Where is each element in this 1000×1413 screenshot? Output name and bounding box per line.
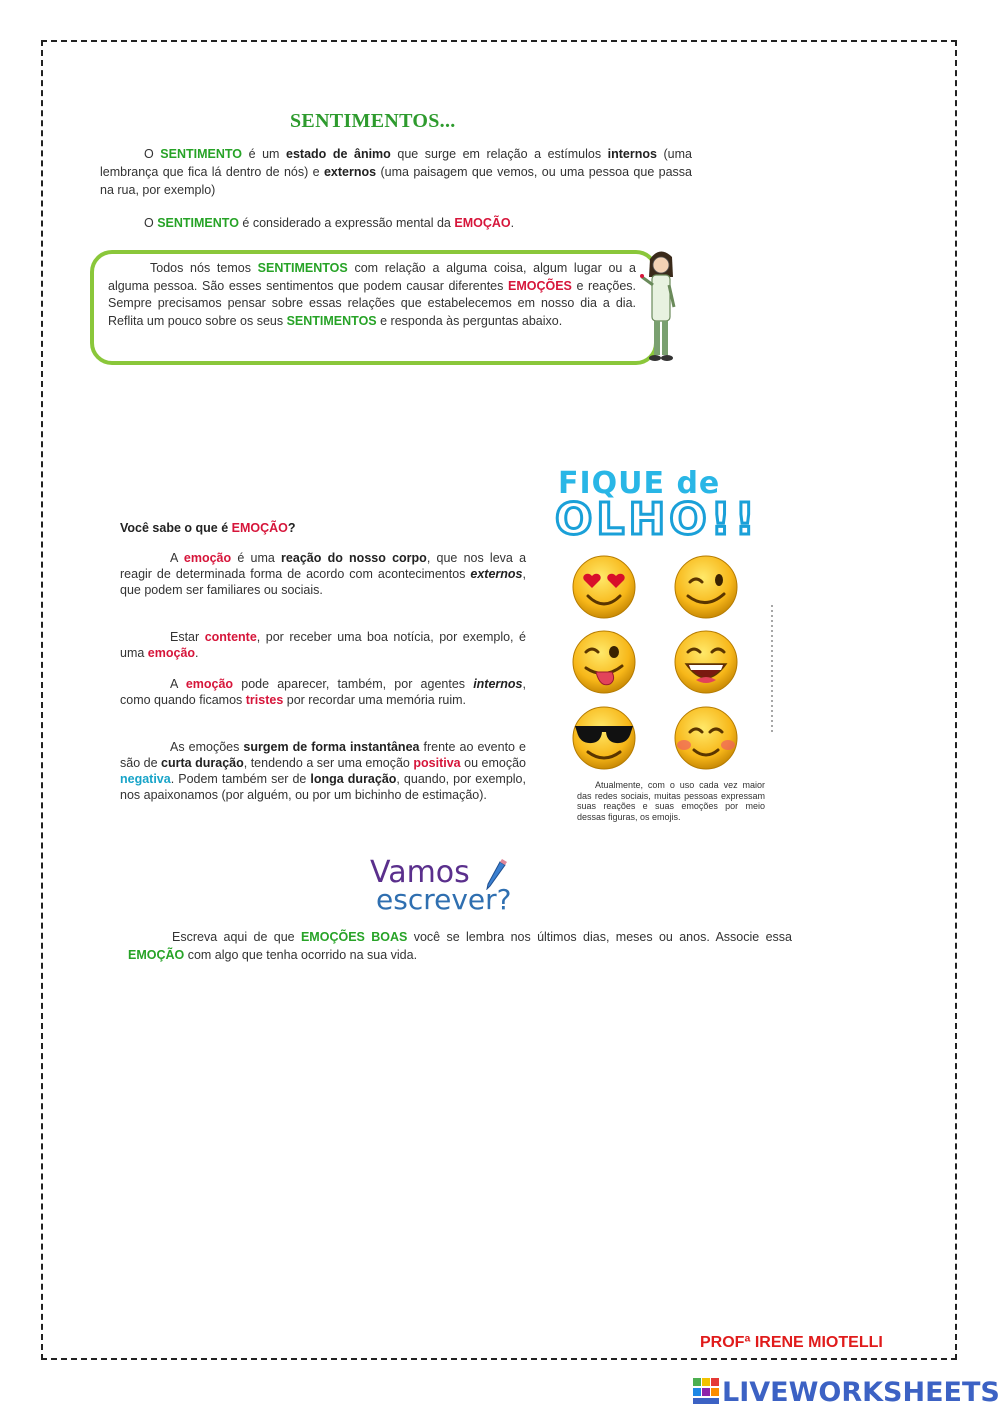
emotion-paragraph-1: A emoção é uma reação do nosso corpo, que nos leva a reagir de determinada forma de acordo com acontecimentos externos, que podem ser familiares ou sociais. [120,551,527,597]
intro-paragraph-2: O SENTIMENTO é considerado a expressão mental da EMOÇÃO. [144,216,515,230]
writing-prompt: Escreva aqui de que EMOÇÕES BOAS você se lembra nos últimos dias, meses ou anos. Associe essa EMOÇÃO com algo que tenha ocorrido na sua vida. [128,930,792,962]
emoji-caption: Atualmente, com o uso cada vez maior das redes sociais, muitas pessoas expressam suas reações e suas emoções por meio dessas figuras, os emojis. [577,780,765,822]
emotion-paragraph-3: A emoção pode aparecer, também, por agentes internos, como quando ficamos tristes por recordar uma memória ruim. [120,677,526,707]
author-signature: PROFª IRENE MIOTELLI [700,1334,883,1351]
blushing-emoji-icon [675,707,737,769]
liveworksheets-logo-icon [693,1378,719,1406]
emotion-heading: Você sabe o que é EMOÇÃO? [120,521,296,535]
emotion-paragraph-4: As emoções surgem de forma instantânea frente ao evento e são de curta duração, tendendo a ser uma emoção positiva ou emoção negativa. Podem também ser de longa duração, quando, por exemplo, nos apaixonamos (por alguém, ou por um bichinho de estimação). [120,740,526,802]
sunglasses-emoji-icon [573,707,635,769]
teacher-illustration-icon [640,245,680,367]
vertical-credit-mark [765,605,779,735]
emotion-paragraph-2: Estar contente, por receber uma boa notícia, por exemplo, é uma emoção. [120,630,526,660]
liveworksheets-brand: LIVEWORKSHEETS [722,1377,1000,1408]
vamos-escrever-line-2: escrever? [376,883,512,916]
laughing-emoji-icon [675,631,737,693]
winking-emoji-icon [675,556,737,618]
reflection-text: Todos nós temos SENTIMENTOS com relação a alguma coisa, algum lugar ou a alguma pessoa. São esses sentimentos que podem causar diferentes EMOÇÕES e reações. Sempre precisamos pensar sobre essas relações que estabelecemos em nosso dia a dia. Reflita um pouco sobre os seus SENTIMENTOS e responda às perguntas abaixo. [108,261,636,328]
vamos-escrever-line-1: Vamos [370,855,470,890]
tongue-wink-emoji-icon [573,631,635,693]
page-title: SENTIMENTOS... [290,110,456,132]
fique-de-olho-line-2: OLHO!! [555,494,759,545]
heart-eyes-emoji-icon [573,556,635,618]
fique-de-olho-line-1: FIQUE de [558,466,721,501]
emoji-grid [570,552,770,774]
intro-paragraph-1: O SENTIMENTO é um estado de ânimo que surge em relação a estímulos internos (uma lembrança que fica lá dentro de nós) e externos (uma paisagem que vemos, ou uma pessoa que passa na rua, por exemplo) [100,147,692,197]
